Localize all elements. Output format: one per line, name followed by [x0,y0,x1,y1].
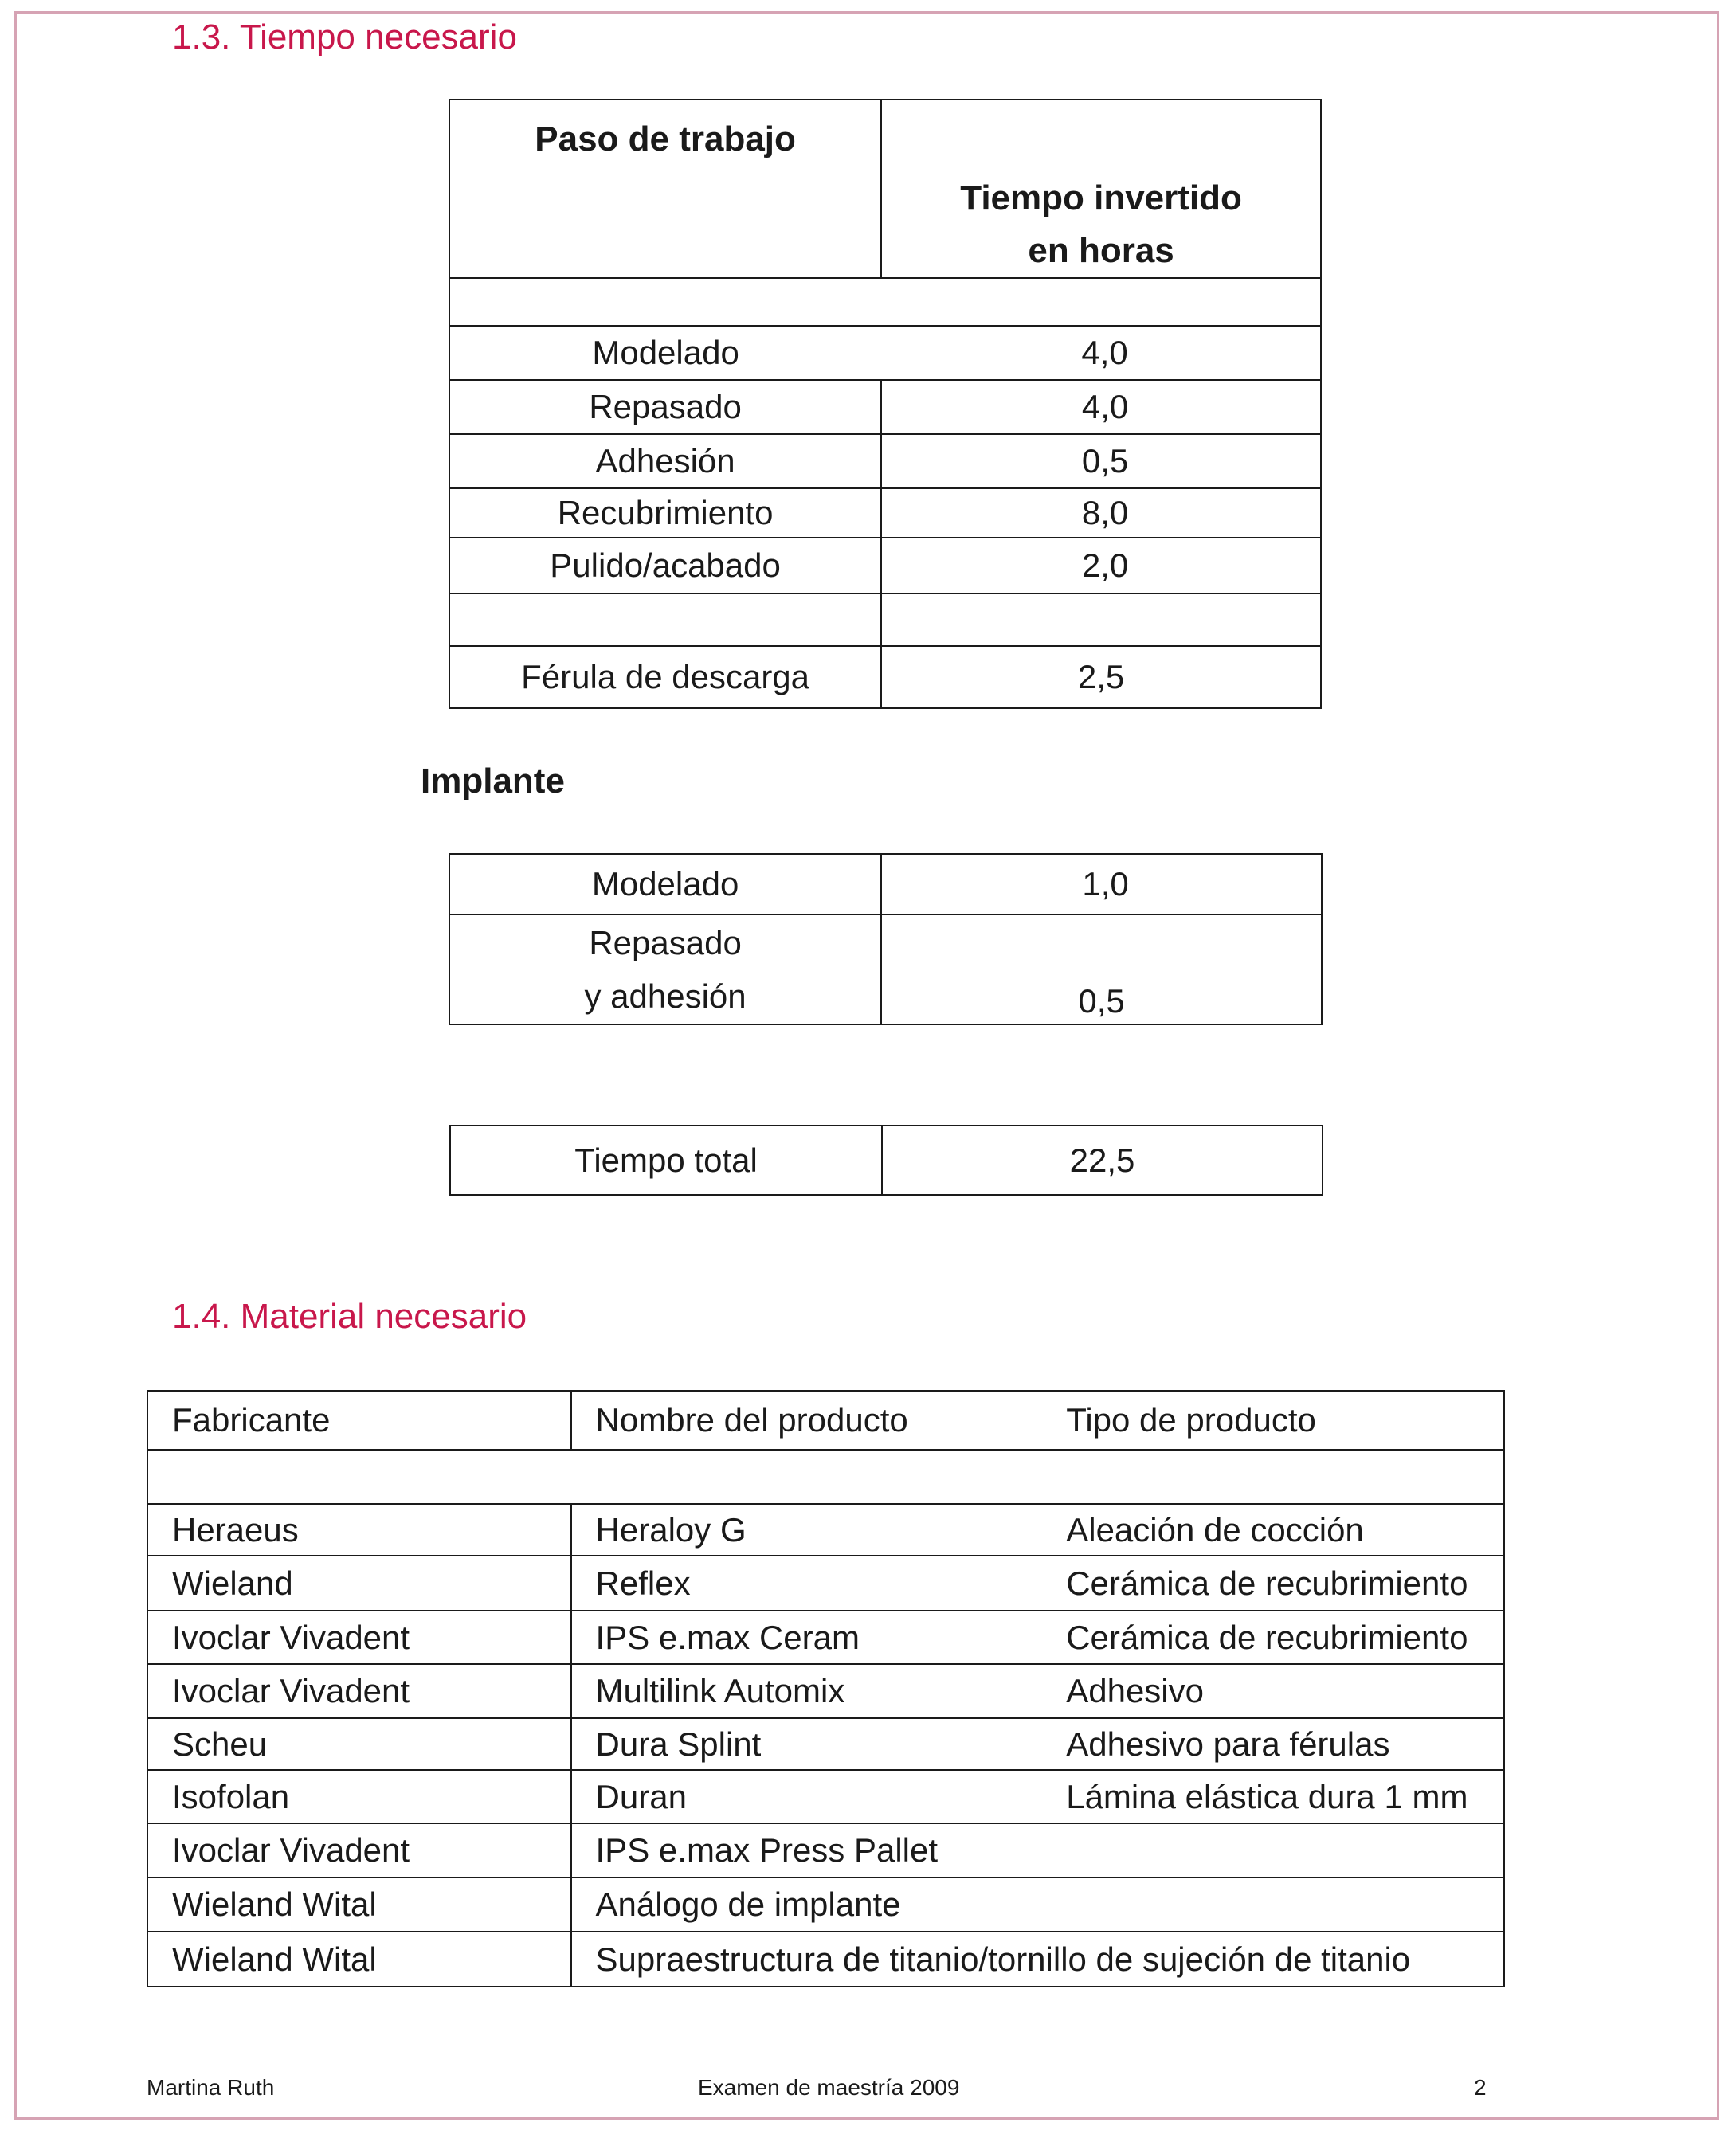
material-type: Adhesivo para férulas [1042,1718,1504,1770]
implant-table [449,853,1323,1025]
material-header-product: Nombre del producto [571,1391,1043,1450]
implant-hours: 1,0 [881,854,1322,914]
material-maker: Scheu [147,1718,571,1770]
implant-step: Repasado y adhesión [449,914,881,1024]
total-table [449,1125,1323,1196]
material-header-maker: Fabricante [147,1391,571,1450]
time-step: Recubrimiento [449,488,881,538]
material-product: IPS e.max Press Pallet [571,1823,1043,1878]
material-type: Adhesivo [1042,1664,1504,1718]
material-maker: Ivoclar Vivadent [147,1823,571,1878]
material-maker: Ivoclar Vivadent [147,1611,571,1664]
section-heading-time: 1.3. Tiempo necesario [172,18,517,57]
material-type: Lámina elástica dura 1 mm [1042,1770,1504,1823]
spacer-row [147,1450,1504,1504]
implant-step: Modelado [449,854,881,914]
footer-page-number: 2 [1474,2075,1487,2100]
total-label: Tiempo total [450,1126,882,1195]
material-product: IPS e.max Ceram [571,1611,1043,1664]
material-type: Aleación de cocción [1042,1504,1504,1556]
time-step: Pulido/acabado [449,538,881,593]
time-hours: 4,0 [881,380,1321,434]
material-maker: Wieland Wital [147,1932,571,1987]
time-step: Adhesión [449,434,881,488]
time-step: Modelado [449,326,881,380]
empty-cell [881,593,1321,646]
footer-title: Examen de maestría 2009 [698,2075,960,2100]
material-product: Análogo de implante [571,1878,1043,1932]
implant-hours: 0,5 [881,914,1322,1024]
material-type: Cerámica de recubrimiento [1042,1611,1504,1664]
material-product: Reflex [571,1556,1043,1611]
material-maker: Wieland [147,1556,571,1611]
material-product: Heraloy G [571,1504,1043,1556]
implant-heading: Implante [421,762,565,801]
time-table-header-hours: Tiempo invertido en horas [960,178,1242,270]
splint-hours: 2,5 [881,646,1321,708]
material-header-type: Tipo de producto [1042,1391,1504,1450]
time-hours: 0,5 [881,434,1321,488]
time-hours: 8,0 [881,488,1321,538]
material-table [147,1390,1505,1987]
time-hours: 2,0 [881,538,1321,593]
material-maker: Wieland Wital [147,1878,571,1932]
time-table-header-step: Paso de trabajo [535,119,796,159]
splint-step: Férula de descarga [449,646,881,708]
spacer-row [449,278,1321,326]
material-maker: Ivoclar Vivadent [147,1664,571,1718]
footer-author: Martina Ruth [147,2075,275,2100]
material-product: Supraestructura de titanio/tornillo de sujeción de titanio [571,1932,1504,1987]
material-type: Cerámica de recubrimiento [1042,1556,1504,1611]
empty-cell [449,593,881,646]
total-hours: 22,5 [882,1126,1323,1195]
material-maker: Heraeus [147,1504,571,1556]
material-type [1042,1823,1504,1878]
material-product: Multilink Automix [571,1664,1043,1718]
material-type [1042,1878,1504,1932]
time-hours: 4,0 [881,326,1321,380]
time-step: Repasado [449,380,881,434]
material-product: Duran [571,1770,1043,1823]
time-table [449,99,1322,709]
section-heading-material: 1.4. Material necesario [172,1297,527,1336]
material-product: Dura Splint [571,1718,1043,1770]
material-maker: Isofolan [147,1770,571,1823]
